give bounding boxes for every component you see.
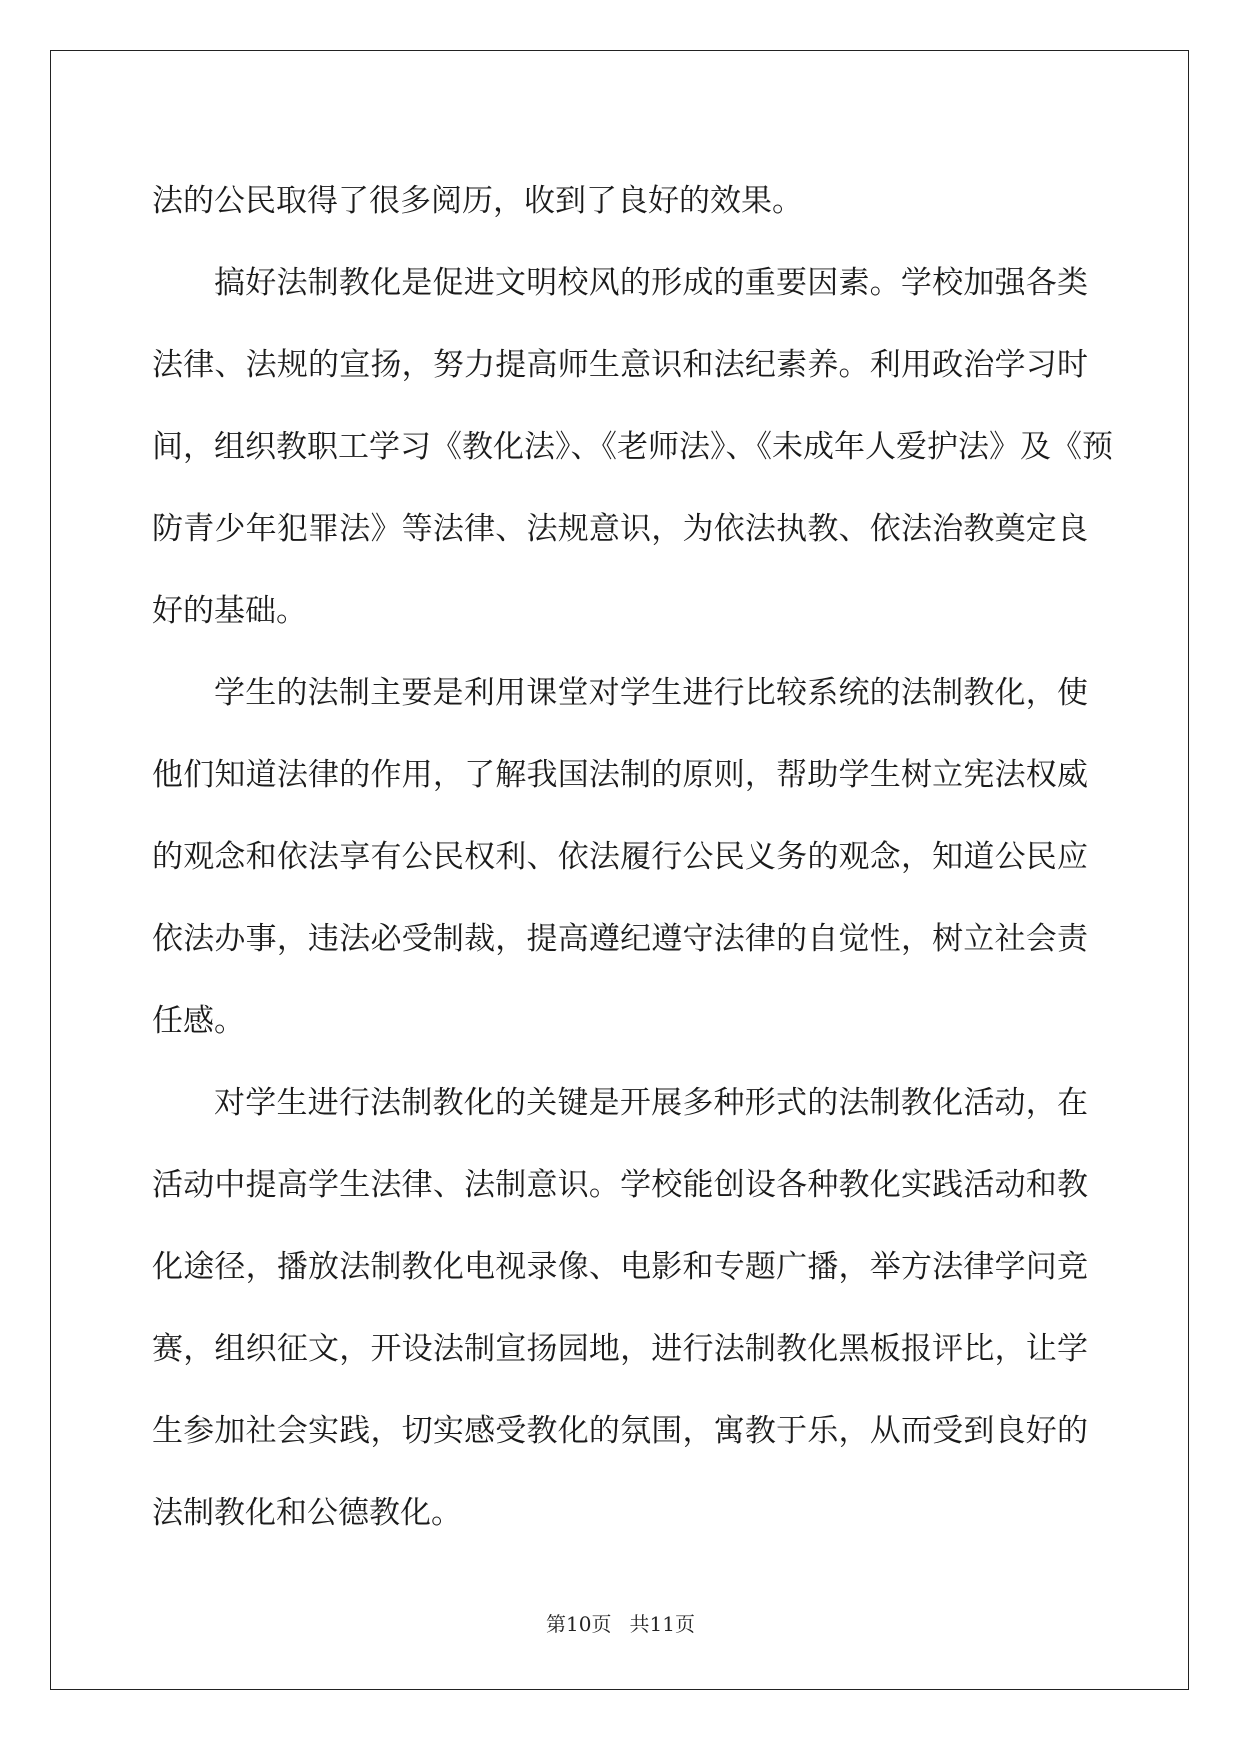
paragraph: [152, 242, 1113, 652]
paragraph: [152, 1062, 1088, 1554]
total-pages-label: 共11页: [629, 1612, 695, 1636]
text-line: 间，组织教职工学习《教化法》、《老师法》、《未成年人爱护法》及《预: [152, 429, 1113, 465]
document-body: [152, 160, 1113, 1554]
paragraph: [152, 652, 1088, 1062]
text-line: 任感。: [152, 1003, 245, 1039]
text-line: 搞好法制教化是促进文明校风的形成的重要因素。学校加强各类: [214, 265, 1088, 301]
text-line: 防青少年犯罪法》等法律、法规意识，为依法执教、依法治教奠定良: [152, 511, 1088, 547]
text-line: 法的公民取得了很多阅历，收到了良好的效果。: [152, 183, 803, 219]
paragraph: [152, 160, 1088, 242]
text-line: 化途径，播放法制教化电视录像、电影和专题广播，举方法律学问竞: [152, 1249, 1088, 1285]
text-line: 好的基础。: [152, 593, 307, 629]
text-line: 他们知道法律的作用，了解我国法制的原则，帮助学生树立宪法权威: [152, 757, 1088, 793]
text-line: 赛，组织征文，开设法制宣扬园地，进行法制教化黑板报评比，让学: [152, 1331, 1088, 1367]
text-line: 活动中提高学生法律、法制意识。学校能创设各种教化实践活动和教: [152, 1167, 1088, 1203]
page-footer: [0, 1610, 1241, 1638]
text-line: 的观念和依法享有公民权利、依法履行公民义务的观念，知道公民应: [152, 839, 1088, 875]
text-line: 对学生进行法制教化的关键是开展多种形式的法制教化活动，在: [214, 1085, 1088, 1121]
text-line: 法制教化和公德教化。: [152, 1495, 462, 1531]
current-page-label: 第10页: [546, 1612, 612, 1636]
text-line: 法律、法规的宣扬，努力提高师生意识和法纪素养。利用政治学习时: [152, 347, 1088, 383]
text-line: 学生的法制主要是利用课堂对学生进行比较系统的法制教化，使: [214, 675, 1088, 711]
text-line: 生参加社会实践，切实感受教化的氛围，寓教于乐，从而受到良好的: [152, 1413, 1088, 1449]
text-line: 依法办事，违法必受制裁，提高遵纪遵守法律的自觉性，树立社会责: [152, 921, 1088, 957]
